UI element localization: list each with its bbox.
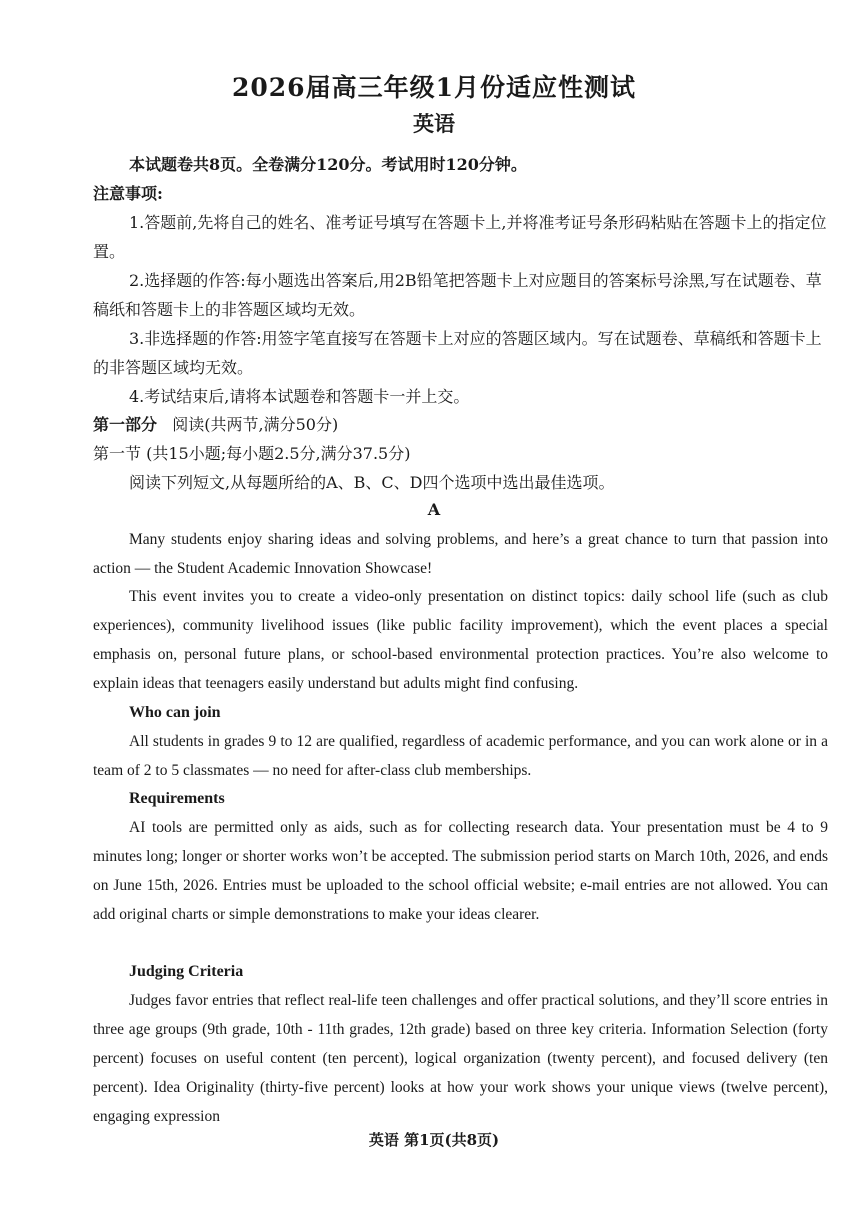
page-footer: 英语 第1页(共8页) (368, 1131, 500, 1149)
requirements-heading: Requirements (129, 790, 225, 807)
judging-criteria-heading: Judging Criteria (129, 963, 244, 980)
instruction: 阅读下列短文,从每题所给的A、B、C、D四个选项中选出最佳选项。 (129, 473, 615, 492)
notice-item-3: 3.非选择题的作答:用签字笔直接写在答题卡上对应的答题区域内。写在试题卷、草稿纸和答题卡上的非答题区域均无效。 (93, 329, 822, 377)
who-can-join-text: All students in grades 9 to 12 are qualified, regardless of academic performance, and you can work alone or in a team of 2 to 5 classmates — no need for after-class club memberships. (93, 733, 828, 779)
part-heading: 第一部分 (93, 415, 158, 434)
notice-item-4: 4.考试结束后,请将本试题卷和答题卡一并上交。 (129, 387, 470, 406)
notice-item-1: 1.答题前,先将自己的姓名、准考证号填写在答题卡上,并将准考证号条形码粘贴在答题卡上的指定位置。 (93, 213, 827, 261)
judging-criteria-text: Judges favor entries that reflect real-life teen challenges and offer practical solutions, and they’ll score entries in three age groups (9th grade, 10th - 11th grades, 12th grade) based on three key criteria. Information Selection (forty percent) focuses on useful content (ten percent), logical organization (twenty percent), and focused delivery (ten percent). Idea Originality (thirty-five percent) looks at how your work shows your unique views (twelve percent), engaging expression (93, 992, 828, 1125)
requirements-text: AI tools are permitted only as aids, such as for collecting research data. Your presentation must be 4 to 9 minutes long; longer or shorter works won’t be accepted. The submission period starts on March 10th, 2026, and ends on June 15th, 2026. Entries must be uploaded to the school official website; e-mail entries are not allowed. You can add original charts or simple demonstrations to make your ideas clearer. (93, 819, 828, 923)
passage-paragraph-2: This event invites you to create a video-only presentation on distinct topics: daily school life (such as club experiences), community livelihood issues (like public facility improvement), which the event places a special emphasis on, personal future plans, or school-based environmental protection practices. You’re also welcome to explain ideas that teenagers easily understand but adults might find confusing. (93, 588, 828, 692)
subject-title: 英语 (413, 111, 455, 136)
passage-label: A (427, 500, 441, 519)
who-can-join-heading: Who can join (129, 704, 221, 721)
passage-paragraph-1: Many students enjoy sharing ideas and solving problems, and here’s a great chance to turn that passion into action — the Student Academic Innovation Showcase! (93, 531, 828, 577)
part-title: 阅读(共两节,满分50分) (172, 415, 339, 434)
exam-title: 2026届高三年级1月份适应性测试 (232, 73, 636, 102)
notice-heading: 注意事项: (93, 184, 163, 203)
exam-info: 本试题卷共8页。全卷满分120分。考试用时120分钟。 (129, 155, 527, 174)
section-heading: 第一节 (共15小题;每小题2.5分,满分37.5分) (93, 444, 411, 463)
notice-item-2: 2.选择题的作答:每小题选出答案后,用2B铅笔把答题卡上对应题目的答案标号涂黑,写在试题卷、草稿纸和答题卡上的非答题区域均无效。 (93, 271, 822, 319)
part-heading-line (93, 410, 828, 439)
